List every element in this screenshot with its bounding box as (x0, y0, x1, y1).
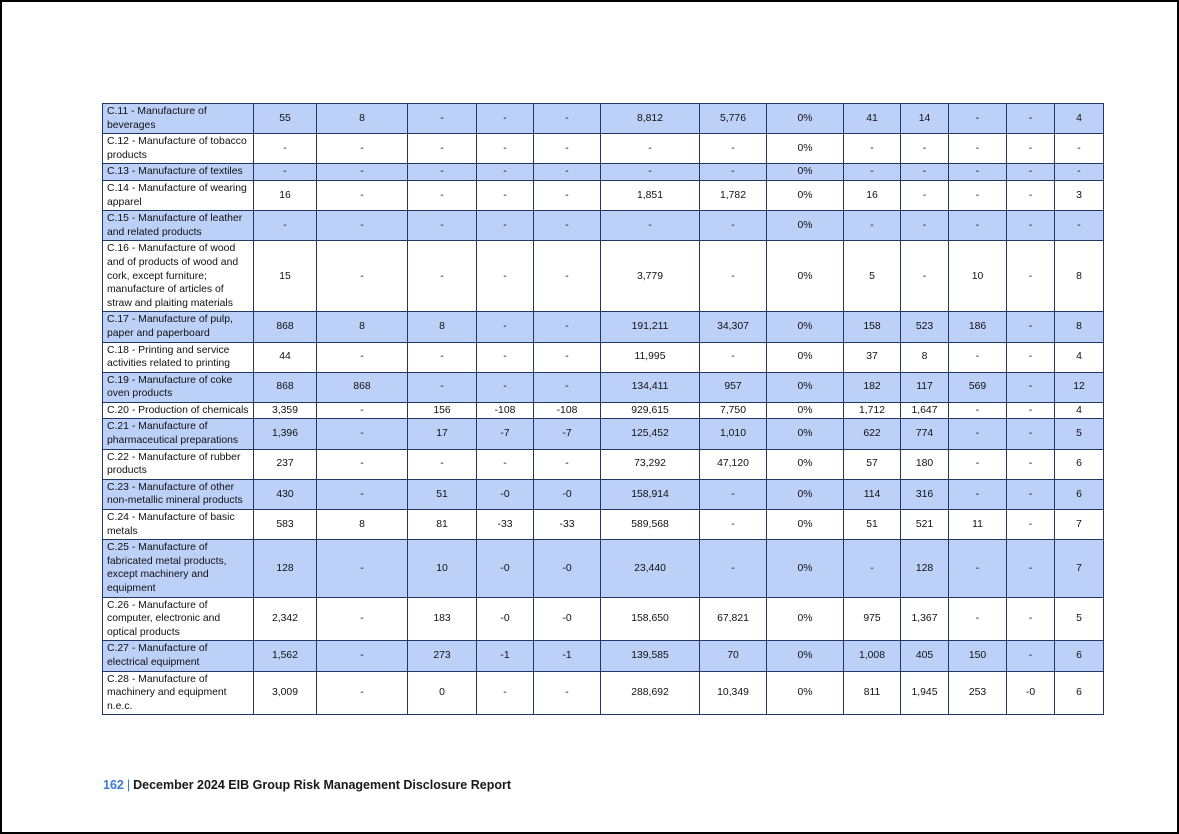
table-cell: 1,562 (254, 641, 317, 671)
table-cell: -0 (534, 479, 601, 509)
table-cell: 8 (408, 312, 477, 342)
row-label: C.13 - Manufacture of textiles (103, 164, 254, 181)
row-label: C.19 - Manufacture of coke oven products (103, 372, 254, 402)
table-cell: 34,307 (700, 312, 767, 342)
table-cell: - (477, 134, 534, 164)
table-cell: -7 (477, 419, 534, 449)
table-cell: 55 (254, 104, 317, 134)
table-cell: - (1007, 342, 1055, 372)
table-cell: - (1007, 104, 1055, 134)
table-cell: 0% (767, 342, 844, 372)
row-label: C.16 - Manufacture of wood and of products of wood and cork, except furniture; manufacture of articles of straw and plaiting materials (103, 241, 254, 312)
table-cell: -0 (477, 479, 534, 509)
table-cell: 0% (767, 164, 844, 181)
row-label: C.28 - Manufacture of machinery and equipment n.e.c. (103, 671, 254, 715)
table-cell: - (408, 134, 477, 164)
table-cell: - (1007, 180, 1055, 210)
table-cell: - (949, 402, 1007, 419)
table-row (103, 342, 1104, 372)
table-cell: 10,349 (700, 671, 767, 715)
table-cell: 237 (254, 449, 317, 479)
table-cell: 134,411 (601, 372, 700, 402)
footer-separator: | (126, 778, 131, 792)
table-cell: - (901, 180, 949, 210)
table-cell: 182 (844, 372, 901, 402)
table-cell: - (700, 342, 767, 372)
table-cell: 128 (901, 540, 949, 597)
table-cell: - (317, 164, 408, 181)
table-cell: - (477, 449, 534, 479)
table-cell: - (700, 134, 767, 164)
table-cell: 622 (844, 419, 901, 449)
table-cell: - (317, 241, 408, 312)
table-cell: - (1055, 134, 1104, 164)
table-cell: - (949, 342, 1007, 372)
table-cell: 37 (844, 342, 901, 372)
table-cell: - (317, 180, 408, 210)
table-cell: 6 (1055, 641, 1104, 671)
table-cell: 3 (1055, 180, 1104, 210)
table-cell: - (844, 211, 901, 241)
row-label: C.18 - Printing and service activities related to printing (103, 342, 254, 372)
report-title: December 2024 EIB Group Risk Management Disclosure Report (133, 778, 512, 792)
table-cell: - (1007, 241, 1055, 312)
table-cell: - (317, 449, 408, 479)
table-cell: 0% (767, 372, 844, 402)
table-cell: 288,692 (601, 671, 700, 715)
table-row (103, 180, 1104, 210)
table-cell: - (534, 180, 601, 210)
row-label: C.11 - Manufacture of beverages (103, 104, 254, 134)
table-cell: - (949, 180, 1007, 210)
table-cell: - (408, 180, 477, 210)
table-cell: 14 (901, 104, 949, 134)
table-cell: 3,359 (254, 402, 317, 419)
table-row (103, 134, 1104, 164)
table-cell: - (901, 211, 949, 241)
table-cell: 0% (767, 540, 844, 597)
table-row (103, 641, 1104, 671)
table-cell: - (1055, 164, 1104, 181)
table-cell: 0% (767, 211, 844, 241)
table-row (103, 449, 1104, 479)
table-cell: 114 (844, 479, 901, 509)
table-cell: 0% (767, 104, 844, 134)
row-label: C.15 - Manufacture of leather and related products (103, 211, 254, 241)
table-cell: 51 (408, 479, 477, 509)
table-cell: - (949, 597, 1007, 641)
table-cell: 6 (1055, 449, 1104, 479)
table-cell: - (254, 211, 317, 241)
table-cell: - (317, 671, 408, 715)
row-label: C.25 - Manufacture of fabricated metal products, except machinery and equipment (103, 540, 254, 597)
table-cell: 8 (317, 510, 408, 540)
table-cell: -7 (534, 419, 601, 449)
table-cell: - (700, 241, 767, 312)
row-label: C.21 - Manufacture of pharmaceutical preparations (103, 419, 254, 449)
table-cell: 8 (901, 342, 949, 372)
table-cell: 12 (1055, 372, 1104, 402)
table-cell: - (408, 241, 477, 312)
table-cell: 5 (1055, 597, 1104, 641)
table-cell: - (477, 180, 534, 210)
table-cell: 868 (317, 372, 408, 402)
table-cell: 0% (767, 597, 844, 641)
table-cell: 521 (901, 510, 949, 540)
row-label: C.14 - Manufacture of wearing apparel (103, 180, 254, 210)
row-label: C.20 - Production of chemicals (103, 402, 254, 419)
table-cell: -33 (477, 510, 534, 540)
table-cell: 0% (767, 402, 844, 419)
table-cell: - (1007, 597, 1055, 641)
table-cell: - (477, 164, 534, 181)
table-cell: - (254, 164, 317, 181)
table-cell: 7,750 (700, 402, 767, 419)
table-cell: 1,010 (700, 419, 767, 449)
table-cell: - (844, 134, 901, 164)
table-cell: 15 (254, 241, 317, 312)
table-cell: 10 (949, 241, 1007, 312)
table-cell: 23,440 (601, 540, 700, 597)
table-cell: 1,851 (601, 180, 700, 210)
table-cell: - (317, 540, 408, 597)
table-cell: 430 (254, 479, 317, 509)
table-cell: 125,452 (601, 419, 700, 449)
table-cell: - (534, 134, 601, 164)
table-cell: 51 (844, 510, 901, 540)
table-cell: - (477, 342, 534, 372)
table-cell: -0 (477, 597, 534, 641)
table-cell: - (700, 211, 767, 241)
sector-exposure-table (102, 103, 1104, 715)
table-cell: - (901, 164, 949, 181)
table-cell: 273 (408, 641, 477, 671)
table-cell: - (317, 134, 408, 164)
table-cell: 4 (1055, 104, 1104, 134)
table-cell: - (317, 419, 408, 449)
table-cell: 868 (254, 312, 317, 342)
table-cell: - (1007, 479, 1055, 509)
table-cell: 17 (408, 419, 477, 449)
table-cell: 811 (844, 671, 901, 715)
table-cell: 0% (767, 671, 844, 715)
table-cell: 117 (901, 372, 949, 402)
table-cell: - (901, 134, 949, 164)
row-label: C.26 - Manufacture of computer, electronic and optical products (103, 597, 254, 641)
table-cell: - (534, 104, 601, 134)
table-cell: 156 (408, 402, 477, 419)
table-cell: 7 (1055, 510, 1104, 540)
row-label: C.23 - Manufacture of other non-metallic mineral products (103, 479, 254, 509)
table-cell: - (700, 510, 767, 540)
table-cell: 4 (1055, 402, 1104, 419)
table-cell: 774 (901, 419, 949, 449)
table-cell: 868 (254, 372, 317, 402)
table-cell: - (408, 211, 477, 241)
table-cell: - (477, 241, 534, 312)
table-row (103, 372, 1104, 402)
table-cell: 0% (767, 312, 844, 342)
table-cell: - (408, 372, 477, 402)
table-cell: 1,396 (254, 419, 317, 449)
table-cell: -0 (1007, 671, 1055, 715)
table-cell: - (1007, 164, 1055, 181)
table-cell: 975 (844, 597, 901, 641)
table-row (103, 211, 1104, 241)
table-cell: 180 (901, 449, 949, 479)
table-cell: 11 (949, 510, 1007, 540)
table-row (103, 540, 1104, 597)
table-cell: - (1007, 402, 1055, 419)
table-cell: 1,367 (901, 597, 949, 641)
table-cell: -33 (534, 510, 601, 540)
table-cell: - (534, 372, 601, 402)
table-cell: - (601, 134, 700, 164)
table-cell: - (477, 312, 534, 342)
table-cell: - (317, 211, 408, 241)
table-cell: - (1007, 540, 1055, 597)
table-cell: - (317, 342, 408, 372)
table-cell: -0 (534, 597, 601, 641)
table-cell: 1,008 (844, 641, 901, 671)
table-cell: - (1055, 211, 1104, 241)
table-row (103, 419, 1104, 449)
table-row (103, 671, 1104, 715)
row-label: C.12 - Manufacture of tobacco products (103, 134, 254, 164)
table-cell: -1 (534, 641, 601, 671)
page-footer (103, 778, 511, 792)
table-cell: -108 (477, 402, 534, 419)
table-cell: -0 (534, 540, 601, 597)
table-cell: 128 (254, 540, 317, 597)
table-cell: - (949, 540, 1007, 597)
table-cell: 44 (254, 342, 317, 372)
row-label: C.27 - Manufacture of electrical equipment (103, 641, 254, 671)
table-cell: 929,615 (601, 402, 700, 419)
table-cell: 316 (901, 479, 949, 509)
table-cell: - (408, 104, 477, 134)
table-cell: 150 (949, 641, 1007, 671)
table-cell: - (317, 479, 408, 509)
table-cell: - (534, 211, 601, 241)
table-cell: 5,776 (700, 104, 767, 134)
table-cell: - (1007, 641, 1055, 671)
table-cell: 11,995 (601, 342, 700, 372)
table-cell: 5 (844, 241, 901, 312)
table-cell: 3,779 (601, 241, 700, 312)
table-cell: 2,342 (254, 597, 317, 641)
table-cell: - (949, 479, 1007, 509)
table-cell: 0% (767, 241, 844, 312)
table-cell: 0% (767, 449, 844, 479)
table-cell: 57 (844, 449, 901, 479)
table-body (103, 104, 1104, 715)
table-cell: - (477, 671, 534, 715)
table-cell: 70 (700, 641, 767, 671)
page-number: 162 (103, 778, 124, 792)
table-cell: 405 (901, 641, 949, 671)
table-cell: - (317, 597, 408, 641)
table-cell: 0% (767, 180, 844, 210)
table-cell: 589,568 (601, 510, 700, 540)
table-cell: - (949, 449, 1007, 479)
table-cell: 8 (317, 104, 408, 134)
table-cell: - (700, 540, 767, 597)
table-row (103, 597, 1104, 641)
table-cell: 16 (254, 180, 317, 210)
table-cell: 583 (254, 510, 317, 540)
table-cell: 3,009 (254, 671, 317, 715)
table-row (103, 510, 1104, 540)
table-cell: - (949, 211, 1007, 241)
table-cell: - (844, 540, 901, 597)
table-cell: 191,211 (601, 312, 700, 342)
table-cell: - (408, 164, 477, 181)
row-label: C.22 - Manufacture of rubber products (103, 449, 254, 479)
table-cell: 186 (949, 312, 1007, 342)
table-cell: 0% (767, 134, 844, 164)
table-cell: 158,914 (601, 479, 700, 509)
table-cell: - (317, 641, 408, 671)
table-cell: - (254, 134, 317, 164)
table-cell: 73,292 (601, 449, 700, 479)
table-cell: - (477, 104, 534, 134)
table-cell: 183 (408, 597, 477, 641)
table-cell: 569 (949, 372, 1007, 402)
table-cell: 523 (901, 312, 949, 342)
table-cell: - (700, 479, 767, 509)
table-cell: 8,812 (601, 104, 700, 134)
table-cell: - (1007, 211, 1055, 241)
table-cell: - (1007, 419, 1055, 449)
table-cell: -108 (534, 402, 601, 419)
table-cell: 6 (1055, 671, 1104, 715)
table-cell: - (949, 419, 1007, 449)
table-cell: - (949, 164, 1007, 181)
table-cell: - (534, 241, 601, 312)
table-cell: 0% (767, 479, 844, 509)
table-cell: - (408, 449, 477, 479)
table-cell: 0% (767, 510, 844, 540)
table-cell: - (477, 211, 534, 241)
table-cell: 6 (1055, 479, 1104, 509)
table-cell: - (534, 164, 601, 181)
table-cell: - (844, 164, 901, 181)
table-cell: - (1007, 449, 1055, 479)
table-cell: 253 (949, 671, 1007, 715)
table-cell: 47,120 (700, 449, 767, 479)
table-cell: 16 (844, 180, 901, 210)
table-row (103, 104, 1104, 134)
row-label: C.17 - Manufacture of pulp, paper and paperboard (103, 312, 254, 342)
table-cell: 158,650 (601, 597, 700, 641)
table-cell: - (408, 342, 477, 372)
table-cell: - (949, 134, 1007, 164)
table-cell: - (534, 312, 601, 342)
table-cell: - (1007, 134, 1055, 164)
table-cell: 8 (317, 312, 408, 342)
table-row (103, 164, 1104, 181)
table-row (103, 402, 1104, 419)
table-cell: 1,712 (844, 402, 901, 419)
table-cell: - (601, 211, 700, 241)
table-cell: 1,782 (700, 180, 767, 210)
table-cell: 957 (700, 372, 767, 402)
table-cell: 1,647 (901, 402, 949, 419)
table-cell: 1,945 (901, 671, 949, 715)
table-cell: - (1007, 510, 1055, 540)
table-cell: - (1007, 312, 1055, 342)
table-cell: 8 (1055, 312, 1104, 342)
table-cell: - (477, 372, 534, 402)
table-cell: 158 (844, 312, 901, 342)
table-cell: - (534, 449, 601, 479)
table-cell: 0% (767, 641, 844, 671)
table-cell: - (601, 164, 700, 181)
table-cell: - (534, 671, 601, 715)
table-cell: - (700, 164, 767, 181)
table-cell: -0 (477, 540, 534, 597)
table-cell: 139,585 (601, 641, 700, 671)
table-row (103, 479, 1104, 509)
table-cell: 7 (1055, 540, 1104, 597)
table-cell: 8 (1055, 241, 1104, 312)
table-row (103, 241, 1104, 312)
row-label: C.24 - Manufacture of basic metals (103, 510, 254, 540)
table-cell: 67,821 (700, 597, 767, 641)
table-cell: 4 (1055, 342, 1104, 372)
table-cell: 81 (408, 510, 477, 540)
table-cell: - (949, 104, 1007, 134)
table-cell: - (534, 342, 601, 372)
table-cell: 41 (844, 104, 901, 134)
table-row (103, 312, 1104, 342)
table-cell: - (901, 241, 949, 312)
table-cell: 0% (767, 419, 844, 449)
table-cell: - (317, 402, 408, 419)
table-cell: 5 (1055, 419, 1104, 449)
table-cell: 0 (408, 671, 477, 715)
table-cell: -1 (477, 641, 534, 671)
table-cell: - (1007, 372, 1055, 402)
table-cell: 10 (408, 540, 477, 597)
